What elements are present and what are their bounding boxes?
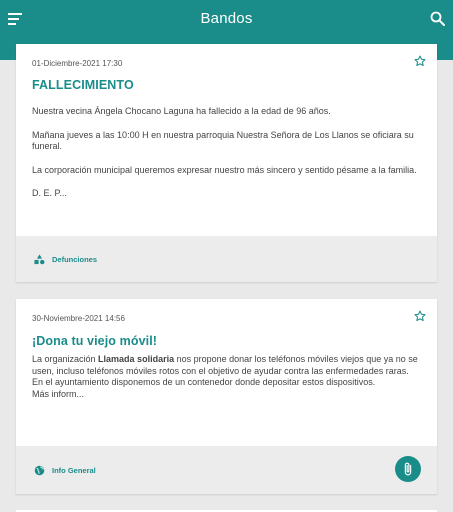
text-segment: La organización — [32, 354, 99, 364]
star-icon[interactable] — [413, 54, 427, 68]
card-body — [16, 299, 437, 400]
announcement-card[interactable] — [16, 299, 437, 494]
search-icon[interactable] — [429, 10, 447, 28]
card-footer — [16, 446, 437, 494]
card-title: ¡Dona tu viejo móvil! — [32, 334, 158, 348]
organization-name: Llamada solidaria — [98, 354, 175, 364]
card-paragraph: La corporación municipal queremos expresar nuestro más sincero y sentido pésame a la familia. — [32, 164, 417, 175]
card-paragraph: Mañana jueves a las 10:00 H en nuestra parroquia Nuestra Señora de Los Llanos se oficiara su funeral. — [32, 129, 414, 151]
category-label[interactable]: Info General — [52, 465, 96, 475]
card-body — [16, 44, 437, 200]
page-title: Bandos — [200, 10, 253, 27]
text-segment: nos propone donar los teléfonos móviles viejos que ya no se usen, incluso teléfonos móviles rotos con el objetivo de ayudar contra las enfermedades raras. — [32, 354, 418, 376]
card-paragraph — [32, 354, 421, 377]
card-paragraph: En el ayuntamiento disponemos de un contenedor donde depositar estos dispositivos. — [32, 377, 376, 387]
card-title: FALLECIMIENTO — [32, 78, 134, 92]
card-date: 01-Diciembre-2021 17:30 — [32, 59, 123, 68]
paperclip-icon — [401, 462, 415, 476]
read-more-link[interactable]: Más inform... — [32, 388, 85, 399]
star-icon[interactable] — [413, 309, 427, 323]
card-date: 30-Noviembre-2021 14:56 — [32, 314, 125, 323]
globe-icon — [34, 465, 45, 476]
announcement-card[interactable] — [16, 44, 437, 282]
category-label[interactable]: Defunciones — [52, 254, 98, 264]
shapes-icon — [34, 254, 45, 265]
card-paragraph: Nuestra vecina Ángela Chocano Laguna ha fallecido a la edad de 96 años. — [32, 106, 331, 116]
card-paragraph: D. E. P... — [32, 188, 67, 198]
card-footer — [16, 236, 437, 282]
attachment-button[interactable] — [395, 456, 421, 482]
